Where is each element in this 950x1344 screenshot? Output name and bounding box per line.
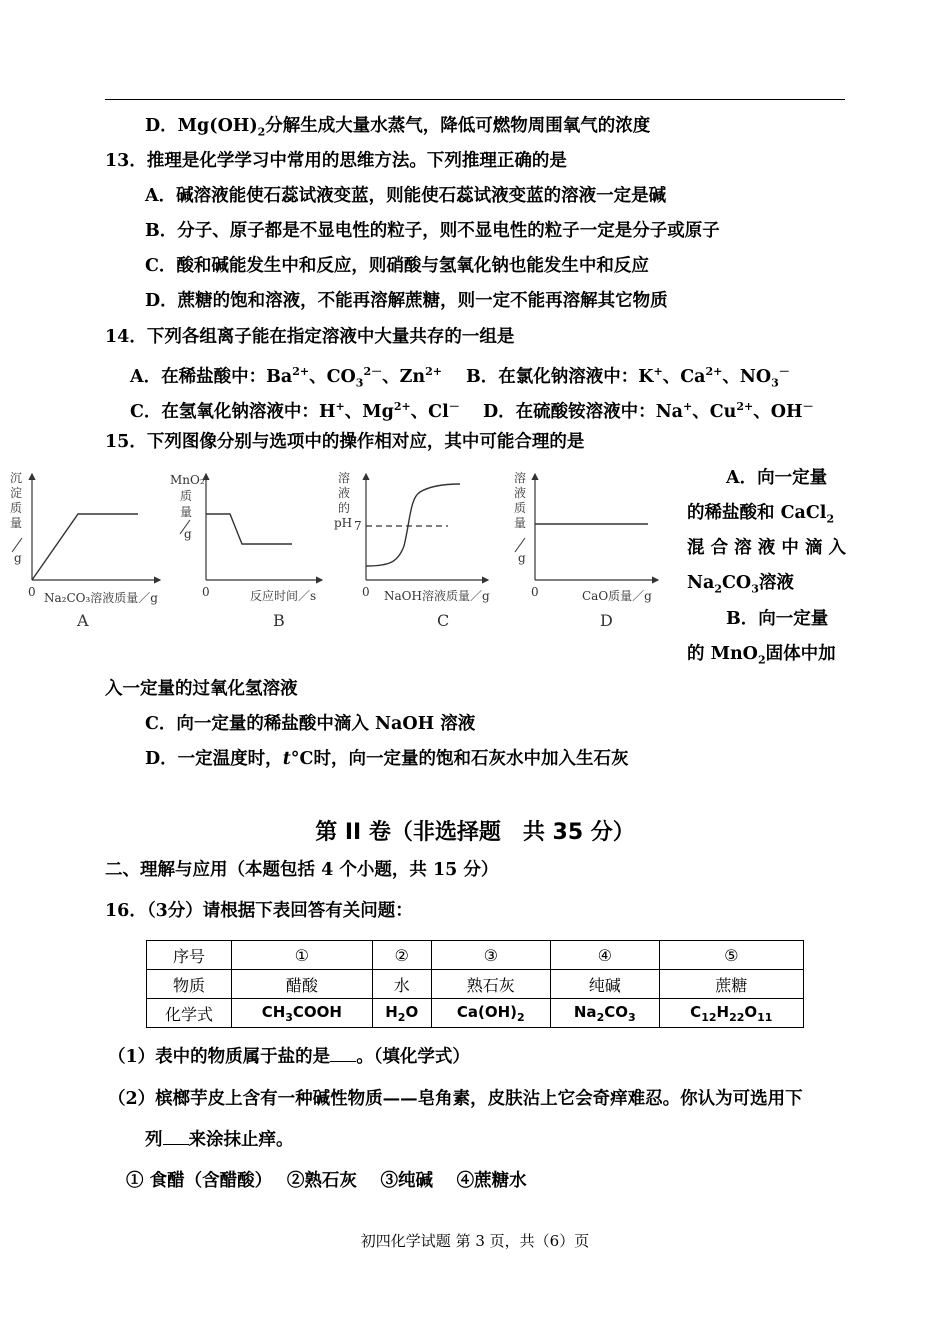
q13-option-c: C．酸和碱能发生中和反应，则硝酸与氢氧化钠也能发生中和反应 — [145, 256, 649, 276]
q15-charts — [0, 462, 690, 642]
table-cell: 物质 — [147, 970, 232, 999]
table-cell: ① — [231, 941, 372, 970]
q15-option-d: D．一定温度时，t°C时，向一定量的饱和石灰水中加入生石灰 — [145, 749, 629, 769]
chart-c-ylabel-4: pH — [334, 516, 353, 530]
q15-option-b-line1: B．向一定量 — [726, 609, 829, 629]
table-cell: ③ — [431, 941, 550, 970]
chart-c-xlabel: NaOH溶液质量／g — [384, 589, 490, 603]
q13-stem: 13．推理是化学学习中常用的思维方法。下列推理正确的是 — [105, 151, 567, 171]
table-cell: 化学式 — [147, 999, 232, 1028]
page-footer: 初四化学试题 第 3 页，共（6）页 — [360, 1232, 590, 1250]
q15-option-a-line4: $Na_2CO_3$溶液 — [687, 573, 794, 596]
q16-part1: （1）表中的物质属于盐的是 。（填化学式） — [108, 1047, 470, 1067]
chart-d-ylabel-4: 量 — [514, 516, 527, 530]
table-row — [147, 970, 804, 999]
chart-a-xlabel: Na₂CO₃溶液质量／g — [44, 591, 158, 605]
chart-d-letter: D — [600, 611, 613, 630]
chart-b-xlabel: 反应时间／s — [250, 589, 317, 603]
q15-stem: 15．下列图像分别与选项中的操作相对应，其中可能合理的是 — [105, 432, 585, 452]
q13-option-d: D．蔗糖的饱和溶液，不能再溶解蔗糖，则一定不能再溶解其它物质 — [145, 291, 668, 311]
formula-acetic-acid: $CH_3COOH$ — [231, 999, 372, 1028]
chart-a-letter: A — [77, 611, 89, 630]
q14-stem: 14．下列各组离子能在指定溶液中大量共存的一组是 — [105, 327, 515, 347]
q12-option-d: D．$Mg(OH)_2$分解生成大量水蒸气，降低可燃物周围氧气的浓度 — [145, 116, 651, 139]
chart-c-curve — [366, 484, 460, 566]
q15-option-a-line3: 混 合 溶 液 中 滴 入 — [687, 538, 847, 558]
formula-slaked-lime: $Ca(OH)_2$ — [431, 999, 550, 1028]
q15-option-b-line2: 的 MnO$_2$固体中加 — [687, 644, 836, 667]
chart-b-ylabel-2: 质 — [180, 489, 193, 503]
chart-c — [334, 470, 490, 630]
table-row — [147, 999, 804, 1028]
q14-option-b: B．在氯化钠溶液中：K+、$Ca^{2+}$、$NO_3^-$ — [466, 365, 790, 390]
top-rule — [105, 99, 845, 100]
table-cell: 水 — [372, 970, 431, 999]
chart-a-ylabel-4: 量 — [10, 516, 23, 530]
answer-blank[interactable] — [330, 1045, 356, 1062]
table-cell: 熟石灰 — [431, 970, 550, 999]
q15-option-a-line1: A．向一定量 — [726, 468, 828, 488]
chart-d — [514, 470, 658, 630]
chart-a-unit: g — [14, 551, 22, 565]
chart-a — [10, 471, 160, 630]
table-cell: ④ — [550, 941, 659, 970]
part2-heading: 二、理解与应用（本题包括 4 个小题，共 15 分） — [105, 860, 499, 880]
chart-d-unit: g — [518, 551, 526, 565]
table-row — [147, 941, 804, 970]
chart-d-ylabel-3: 质 — [514, 501, 527, 515]
q15-option-b-line3: 入一定量的过氧化氢溶液 — [105, 679, 298, 699]
q16-part2-line1: （2）槟榔芋皮上含有一种碱性物质——皂角素，皮肤沾上它会奇痒难忍。你认为可选用下 — [108, 1089, 803, 1109]
answer-blank[interactable] — [163, 1128, 189, 1145]
chart-d-origin: 0 — [531, 585, 539, 599]
chart-b — [170, 473, 322, 630]
table-cell: 纯碱 — [550, 970, 659, 999]
chart-b-letter: B — [273, 611, 285, 630]
chart-d-xlabel: CaO质量／g — [582, 589, 652, 603]
q16-options: ① 食醋（含醋酸） ②熟石灰 ③纯碱 ④蔗糖水 — [126, 1171, 527, 1191]
q15-option-a-line2: 的稀盐酸和 CaCl$_2$ — [687, 503, 835, 526]
table-cell: 蔗糖 — [659, 970, 803, 999]
section-title: 第 II 卷（非选择题 共 35 分） — [315, 820, 635, 845]
q14-option-a: A．在稀盐酸中：$Ba^{2+}$、$CO_3^{2-}$、$Zn^{2+}$ — [130, 365, 442, 390]
q16-stem: 16．（3分）请根据下表回答有关问题： — [105, 901, 413, 921]
chart-b-ylabel-3: 量 — [180, 505, 193, 519]
table-cell: ② — [372, 941, 431, 970]
table-cell: 醋酸 — [231, 970, 372, 999]
q16-table — [146, 940, 804, 1028]
chart-a-ylabel-3: 质 — [10, 501, 23, 515]
q13-option-a: A．碱溶液能使石蕊试液变蓝，则能使石蕊试液变蓝的溶液一定是碱 — [145, 186, 667, 206]
table-cell: ⑤ — [659, 941, 803, 970]
q14-option-c: C．在氢氧化钠溶液中：H+、$Mg^{2+}$、Cl－ — [130, 400, 460, 422]
chart-a-curve — [32, 514, 138, 580]
chart-a-ylabel-1: 沉 — [10, 471, 23, 485]
chart-b-unit: g — [184, 527, 192, 541]
chart-c-seven: 7 — [354, 519, 362, 533]
q14-option-d: D．在硫酸铵溶液中：Na+、$Cu^{2+}$、OH－ — [483, 400, 814, 422]
formula-soda-ash: $Na_2CO_3$ — [550, 999, 659, 1028]
q13-option-b: B．分子、原子都是不显电性的粒子，则不显电性的粒子一定是分子或原子 — [145, 221, 720, 241]
chart-b-origin: 0 — [202, 585, 210, 599]
chart-c-origin: 0 — [362, 585, 370, 599]
chart-b-curve — [206, 514, 292, 544]
chart-d-ylabel-1: 溶 — [514, 471, 527, 485]
q16-part2-line2: 列 来涂抹止痒。 — [145, 1130, 294, 1150]
chart-c-ylabel-2: 液 — [338, 486, 351, 500]
chart-c-ylabel-3: 的 — [338, 501, 351, 515]
chart-d-ylabel-2: 液 — [514, 486, 527, 500]
chart-a-origin: 0 — [28, 585, 36, 599]
chart-c-ylabel-1: 溶 — [338, 471, 351, 485]
chart-c-letter: C — [437, 611, 450, 630]
formula-water: $H_2O$ — [372, 999, 431, 1028]
formula-sucrose: $C_{12}H_{22}O_{11}$ — [659, 999, 803, 1028]
table-cell: 序号 — [147, 941, 232, 970]
chart-a-ylabel-2: 淀 — [10, 486, 23, 500]
chart-b-ylabel-1: MnO₂ — [170, 473, 205, 487]
q15-option-c: C．向一定量的稀盐酸中滴入 NaOH 溶液 — [145, 714, 476, 734]
